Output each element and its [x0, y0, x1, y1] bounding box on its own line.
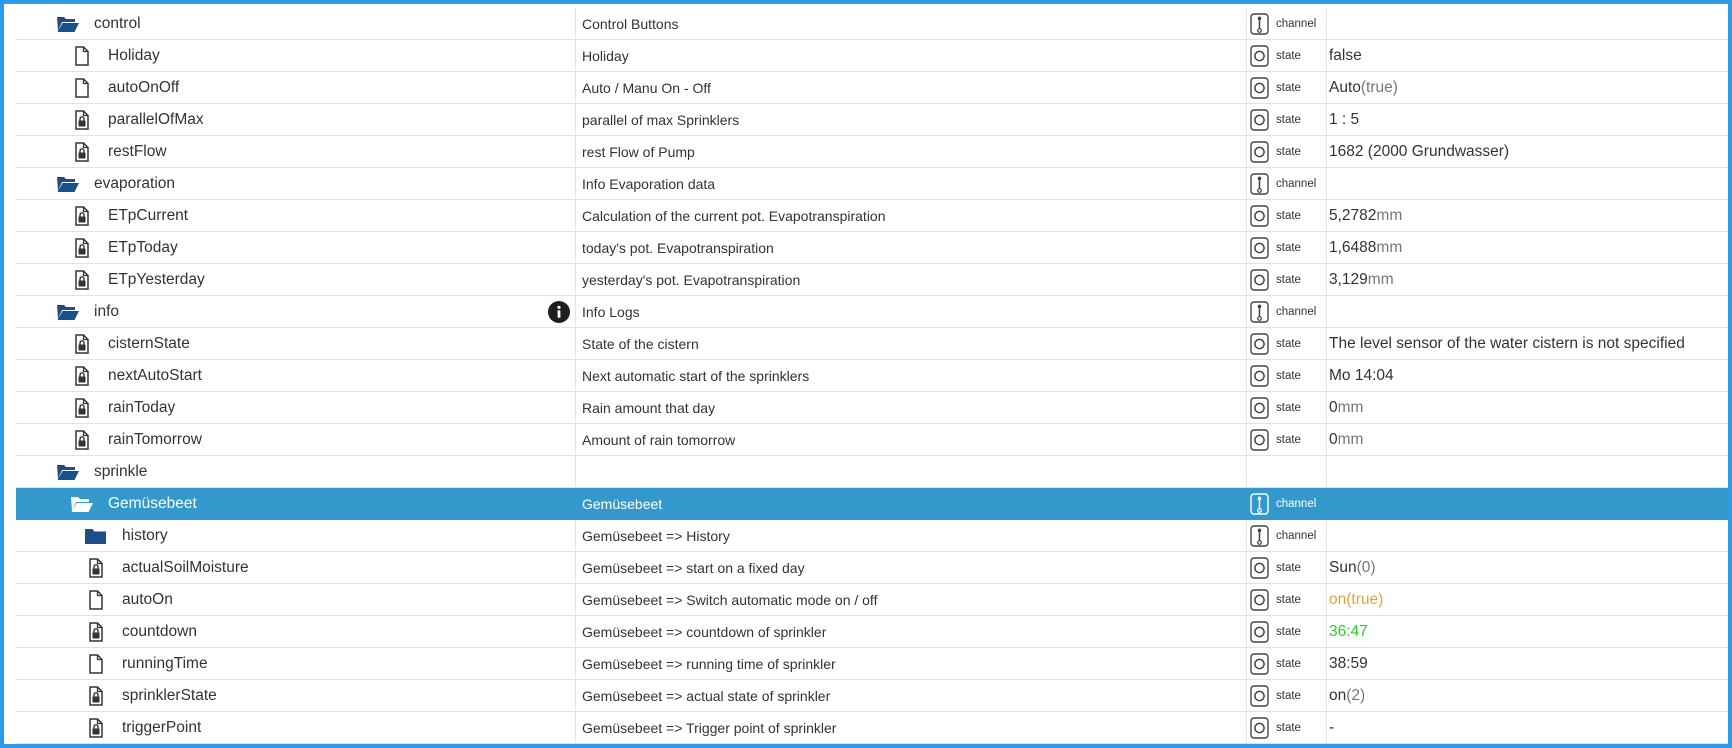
object-value-cell[interactable] [1327, 296, 1732, 327]
state-icon [1250, 45, 1270, 67]
tree-row[interactable] [16, 136, 1732, 168]
folder-open-icon [56, 462, 80, 482]
tree-row[interactable] [16, 648, 1732, 680]
object-id-cell[interactable] [16, 328, 576, 359]
locked-file-icon [84, 622, 108, 642]
object-name-cell [576, 648, 1247, 679]
object-value-cell[interactable] [1327, 264, 1732, 295]
object-name: rest Flow of Pump [582, 143, 695, 160]
object-name-cell [576, 72, 1247, 103]
locked-file-icon [70, 366, 94, 386]
object-type-label: state [1276, 689, 1301, 702]
object-type-cell [1247, 264, 1327, 295]
object-id-cell[interactable] [16, 488, 576, 519]
object-name-cell [576, 392, 1247, 423]
object-id-label: Gemüsebeet [108, 494, 197, 512]
object-value-cell[interactable] [1327, 200, 1732, 231]
object-value-unit: (0) [1356, 558, 1376, 576]
locked-file-icon [70, 110, 94, 130]
object-name: Gemüsebeet => Trigger point of sprinkler [582, 719, 837, 736]
tree-row[interactable] [16, 200, 1732, 232]
object-value: 0 [1329, 398, 1338, 416]
object-type-label: channel [1276, 497, 1317, 510]
object-type-label: state [1276, 145, 1301, 158]
tree-row[interactable] [16, 584, 1732, 616]
object-value: 1682 (2000 Grundwasser) [1329, 142, 1510, 160]
object-name: Calculation of the current pot. Evapotranspiration [582, 207, 886, 224]
object-name-cell [576, 456, 1247, 487]
object-value: 38:59 [1329, 654, 1368, 672]
object-name-cell [576, 584, 1247, 615]
object-value-unit: (2) [1346, 686, 1366, 704]
object-value: 0 [1329, 430, 1338, 448]
object-value-unit: (true) [1360, 78, 1398, 96]
object-value: 1,6488 [1329, 238, 1377, 256]
object-type-cell [1247, 648, 1327, 679]
tree-row[interactable] [16, 232, 1732, 264]
object-name: State of the cistern [582, 335, 699, 352]
object-id-label: sprinkle [94, 462, 148, 480]
state-icon [1250, 333, 1270, 355]
object-value-cell[interactable] [1327, 680, 1732, 711]
object-name-cell [576, 232, 1247, 263]
object-name: Auto / Manu On - Off [582, 79, 711, 96]
object-value: Sun [1329, 558, 1357, 576]
object-name-cell [576, 264, 1247, 295]
object-id-cell[interactable] [16, 520, 576, 551]
object-name-cell [576, 328, 1247, 359]
object-type-cell [1247, 488, 1327, 519]
object-name: Info Logs [582, 303, 640, 320]
object-id-label: history [122, 526, 168, 544]
object-type-cell [1247, 200, 1327, 231]
object-name-cell [576, 712, 1247, 743]
locked-file-icon [84, 686, 108, 706]
object-id-cell[interactable] [16, 40, 576, 71]
object-value-cell[interactable] [1327, 488, 1732, 519]
object-type-label: state [1276, 401, 1301, 414]
object-id-label: autoOnOff [108, 78, 180, 96]
object-value: 3,129 [1329, 270, 1368, 288]
object-type-cell [1247, 584, 1327, 615]
object-id-label: rainTomorrow [108, 430, 202, 448]
object-value: 36:47 [1329, 622, 1368, 640]
channel-icon [1250, 13, 1270, 35]
object-type-label: channel [1276, 305, 1317, 318]
object-name: Gemüsebeet => countdown of sprinkler [582, 623, 827, 640]
object-name-cell [576, 296, 1247, 327]
object-id-cell[interactable] [16, 424, 576, 455]
object-name-cell [576, 104, 1247, 135]
object-id-label: parallelOfMax [108, 110, 204, 128]
object-value: The level sensor of the water cistern is not specified [1329, 334, 1685, 352]
tree-row[interactable] [16, 424, 1732, 456]
object-name: Control Buttons [582, 15, 679, 32]
channel-icon [1250, 525, 1270, 547]
object-type-label: state [1276, 241, 1301, 254]
object-type-label: state [1276, 113, 1301, 126]
object-value-cell[interactable] [1327, 424, 1732, 455]
object-id-cell[interactable] [16, 232, 576, 263]
object-value-cell[interactable] [1327, 712, 1732, 743]
object-id-cell[interactable] [16, 8, 576, 39]
state-icon [1250, 109, 1270, 131]
object-type-cell [1247, 8, 1327, 39]
object-name-cell [576, 680, 1247, 711]
state-icon [1250, 429, 1270, 451]
state-icon [1250, 397, 1270, 419]
object-id-label: triggerPoint [122, 718, 202, 736]
state-icon [1250, 365, 1270, 387]
object-name: Gemüsebeet => running time of sprinkler [582, 655, 836, 672]
object-id-cell[interactable] [16, 712, 576, 743]
folder-open-icon [70, 494, 94, 514]
object-name: yesterday's pot. Evapotranspiration [582, 271, 801, 288]
object-type-label: state [1276, 81, 1301, 94]
state-icon [1250, 205, 1270, 227]
object-name: Holiday [582, 47, 629, 64]
tree-row[interactable] [16, 712, 1732, 744]
object-type-cell [1247, 520, 1327, 551]
object-id-label: countdown [122, 622, 197, 640]
object-id-cell[interactable] [16, 136, 576, 167]
object-type-cell [1247, 552, 1327, 583]
file-icon [70, 78, 94, 98]
locked-file-icon [70, 238, 94, 258]
object-name: parallel of max Sprinklers [582, 111, 740, 128]
object-type-label: channel [1276, 529, 1317, 542]
object-id-cell[interactable] [16, 392, 576, 423]
object-type-cell [1247, 360, 1327, 391]
state-icon [1250, 621, 1270, 643]
object-type-cell [1247, 40, 1327, 71]
object-id-cell[interactable] [16, 200, 576, 231]
channel-icon [1250, 301, 1270, 323]
object-tree-table [16, 8, 1732, 744]
object-value: 5,2782 [1329, 206, 1377, 224]
object-value-cell[interactable] [1327, 456, 1732, 487]
locked-file-icon [70, 398, 94, 418]
object-type-cell [1247, 136, 1327, 167]
file-icon [84, 590, 108, 610]
object-id-cell[interactable] [16, 296, 576, 327]
object-value-cell[interactable] [1327, 584, 1732, 615]
object-name: today's pot. Evapotranspiration [582, 239, 774, 256]
object-id-cell[interactable] [16, 616, 576, 647]
state-icon [1250, 141, 1270, 163]
tree-row[interactable] [16, 40, 1732, 72]
tree-row[interactable] [16, 104, 1732, 136]
info-icon[interactable] [548, 301, 570, 323]
object-value-cell[interactable] [1327, 232, 1732, 263]
object-id-label: cisternState [108, 334, 190, 352]
file-icon [70, 46, 94, 66]
object-id-label: nextAutoStart [108, 366, 202, 384]
file-icon [84, 654, 108, 674]
object-name-cell [576, 424, 1247, 455]
object-type-label: state [1276, 369, 1301, 382]
object-id-cell[interactable] [16, 360, 576, 391]
object-id-label: Holiday [108, 46, 160, 64]
tree-row[interactable] [16, 168, 1732, 200]
object-name-cell [576, 8, 1247, 39]
object-id-cell[interactable] [16, 264, 576, 295]
object-value-cell[interactable] [1327, 328, 1732, 359]
tree-row[interactable] [16, 296, 1732, 328]
channel-icon [1250, 173, 1270, 195]
object-type-cell [1247, 104, 1327, 135]
channel-icon [1250, 493, 1270, 515]
tree-row[interactable] [16, 552, 1732, 584]
object-id-label: autoOn [122, 590, 173, 608]
object-id-label: sprinklerState [122, 686, 217, 704]
tree-row[interactable] [16, 360, 1732, 392]
object-id-label: restFlow [108, 142, 167, 160]
object-name-cell [576, 552, 1247, 583]
object-value-cell[interactable] [1327, 360, 1732, 391]
tree-row[interactable] [16, 72, 1732, 104]
object-name-cell [576, 200, 1247, 231]
object-type-label: channel [1276, 177, 1317, 190]
object-id-cell[interactable] [16, 552, 576, 583]
object-id-label: ETpYesterday [108, 270, 205, 288]
object-id-cell[interactable] [16, 648, 576, 679]
state-icon [1250, 77, 1270, 99]
object-name-cell [576, 616, 1247, 647]
object-value-cell[interactable] [1327, 616, 1732, 647]
object-name: Gemüsebeet => start on a fixed day [582, 559, 805, 576]
object-value: on [1329, 686, 1347, 704]
object-type-cell [1247, 168, 1327, 199]
object-name: Info Evaporation data [582, 175, 716, 192]
object-id-label: runningTime [122, 654, 208, 672]
object-value-cell[interactable] [1327, 136, 1732, 167]
tree-row[interactable] [16, 616, 1732, 648]
folder-closed-icon [84, 526, 108, 546]
object-value-unit: mm [1376, 206, 1403, 224]
object-value: Auto [1329, 78, 1361, 96]
object-value-cell[interactable] [1327, 648, 1732, 679]
object-id-cell[interactable] [16, 456, 576, 487]
locked-file-icon [84, 718, 108, 738]
object-name: Gemüsebeet => actual state of sprinkler [582, 687, 831, 704]
object-name: Amount of rain tomorrow [582, 431, 736, 448]
state-icon [1250, 653, 1270, 675]
object-name-cell [576, 520, 1247, 551]
object-value-cell[interactable] [1327, 168, 1732, 199]
object-name-cell [576, 360, 1247, 391]
object-value: on [1329, 590, 1347, 608]
state-icon [1250, 685, 1270, 707]
object-name-cell [576, 168, 1247, 199]
object-value: 1 : 5 [1329, 110, 1360, 128]
state-icon [1250, 717, 1270, 739]
object-type-label: state [1276, 657, 1301, 670]
tree-row[interactable] [16, 520, 1732, 552]
object-value-unit: mm [1367, 270, 1394, 288]
object-id-cell[interactable] [16, 168, 576, 199]
object-value-cell[interactable] [1327, 552, 1732, 583]
tree-row[interactable] [16, 488, 1732, 520]
object-value-unit: mm [1376, 238, 1403, 256]
locked-file-icon [84, 558, 108, 578]
object-id-cell[interactable] [16, 104, 576, 135]
tree-row[interactable] [16, 8, 1732, 40]
object-type-label: state [1276, 561, 1301, 574]
state-icon [1250, 269, 1270, 291]
tree-row[interactable] [16, 456, 1732, 488]
object-name: Gemüsebeet [582, 495, 663, 512]
object-value-cell[interactable] [1327, 40, 1732, 71]
object-type-cell [1247, 456, 1327, 487]
object-value-unit: mm [1337, 430, 1364, 448]
object-id-label: actualSoilMoisture [122, 558, 249, 576]
object-type-cell [1247, 680, 1327, 711]
object-type-label: channel [1276, 17, 1317, 30]
object-type-label: state [1276, 433, 1301, 446]
object-type-label: state [1276, 625, 1301, 638]
object-id-cell[interactable] [16, 680, 576, 711]
object-value-cell[interactable] [1327, 104, 1732, 135]
object-type-cell [1247, 232, 1327, 263]
object-name: Rain amount that day [582, 399, 716, 416]
object-value-cell[interactable] [1327, 520, 1732, 551]
object-type-label: state [1276, 209, 1301, 222]
object-id-label: ETpToday [108, 238, 178, 256]
object-value: Mo 14:04 [1329, 366, 1394, 384]
object-type-cell [1247, 392, 1327, 423]
object-id-cell[interactable] [16, 584, 576, 615]
tree-row[interactable] [16, 264, 1732, 296]
object-id-label: ETpCurrent [108, 206, 189, 224]
object-value-cell[interactable] [1327, 8, 1732, 39]
object-type-label: state [1276, 593, 1301, 606]
object-value-cell[interactable] [1327, 392, 1732, 423]
object-name-cell [576, 136, 1247, 167]
object-type-cell [1247, 328, 1327, 359]
object-type-label: state [1276, 273, 1301, 286]
object-name: Gemüsebeet => History [582, 527, 730, 544]
object-type-cell [1247, 296, 1327, 327]
object-name-cell [576, 488, 1247, 519]
folder-open-icon [56, 14, 80, 34]
object-value-unit: mm [1337, 398, 1364, 416]
object-id-label: control [94, 14, 141, 32]
state-icon [1250, 557, 1270, 579]
object-name: Gemüsebeet => Switch automatic mode on / off [582, 591, 878, 608]
object-id-label: evaporation [94, 174, 176, 192]
locked-file-icon [70, 430, 94, 450]
locked-file-icon [70, 270, 94, 290]
locked-file-icon [70, 206, 94, 226]
object-value-unit: (true) [1346, 590, 1384, 608]
object-type-cell [1247, 424, 1327, 455]
object-type-cell [1247, 712, 1327, 743]
object-name-cell [576, 40, 1247, 71]
object-type-label: state [1276, 721, 1301, 734]
object-name: Next automatic start of the sprinklers [582, 367, 810, 384]
state-icon [1250, 589, 1270, 611]
object-value-cell[interactable] [1327, 72, 1732, 103]
folder-open-icon [56, 302, 80, 322]
object-value: false [1329, 46, 1362, 64]
locked-file-icon [70, 142, 94, 162]
tree-row[interactable] [16, 680, 1732, 712]
object-value: - [1329, 718, 1335, 736]
locked-file-icon [70, 334, 94, 354]
object-type-label: state [1276, 49, 1301, 62]
object-type-cell [1247, 72, 1327, 103]
object-type-label: state [1276, 337, 1301, 350]
object-id-label: rainToday [108, 398, 176, 416]
state-icon [1250, 237, 1270, 259]
object-id-cell[interactable] [16, 72, 576, 103]
tree-row[interactable] [16, 328, 1732, 360]
object-type-cell [1247, 616, 1327, 647]
object-id-label: info [94, 302, 119, 320]
folder-open-icon [56, 174, 80, 194]
tree-row[interactable] [16, 392, 1732, 424]
